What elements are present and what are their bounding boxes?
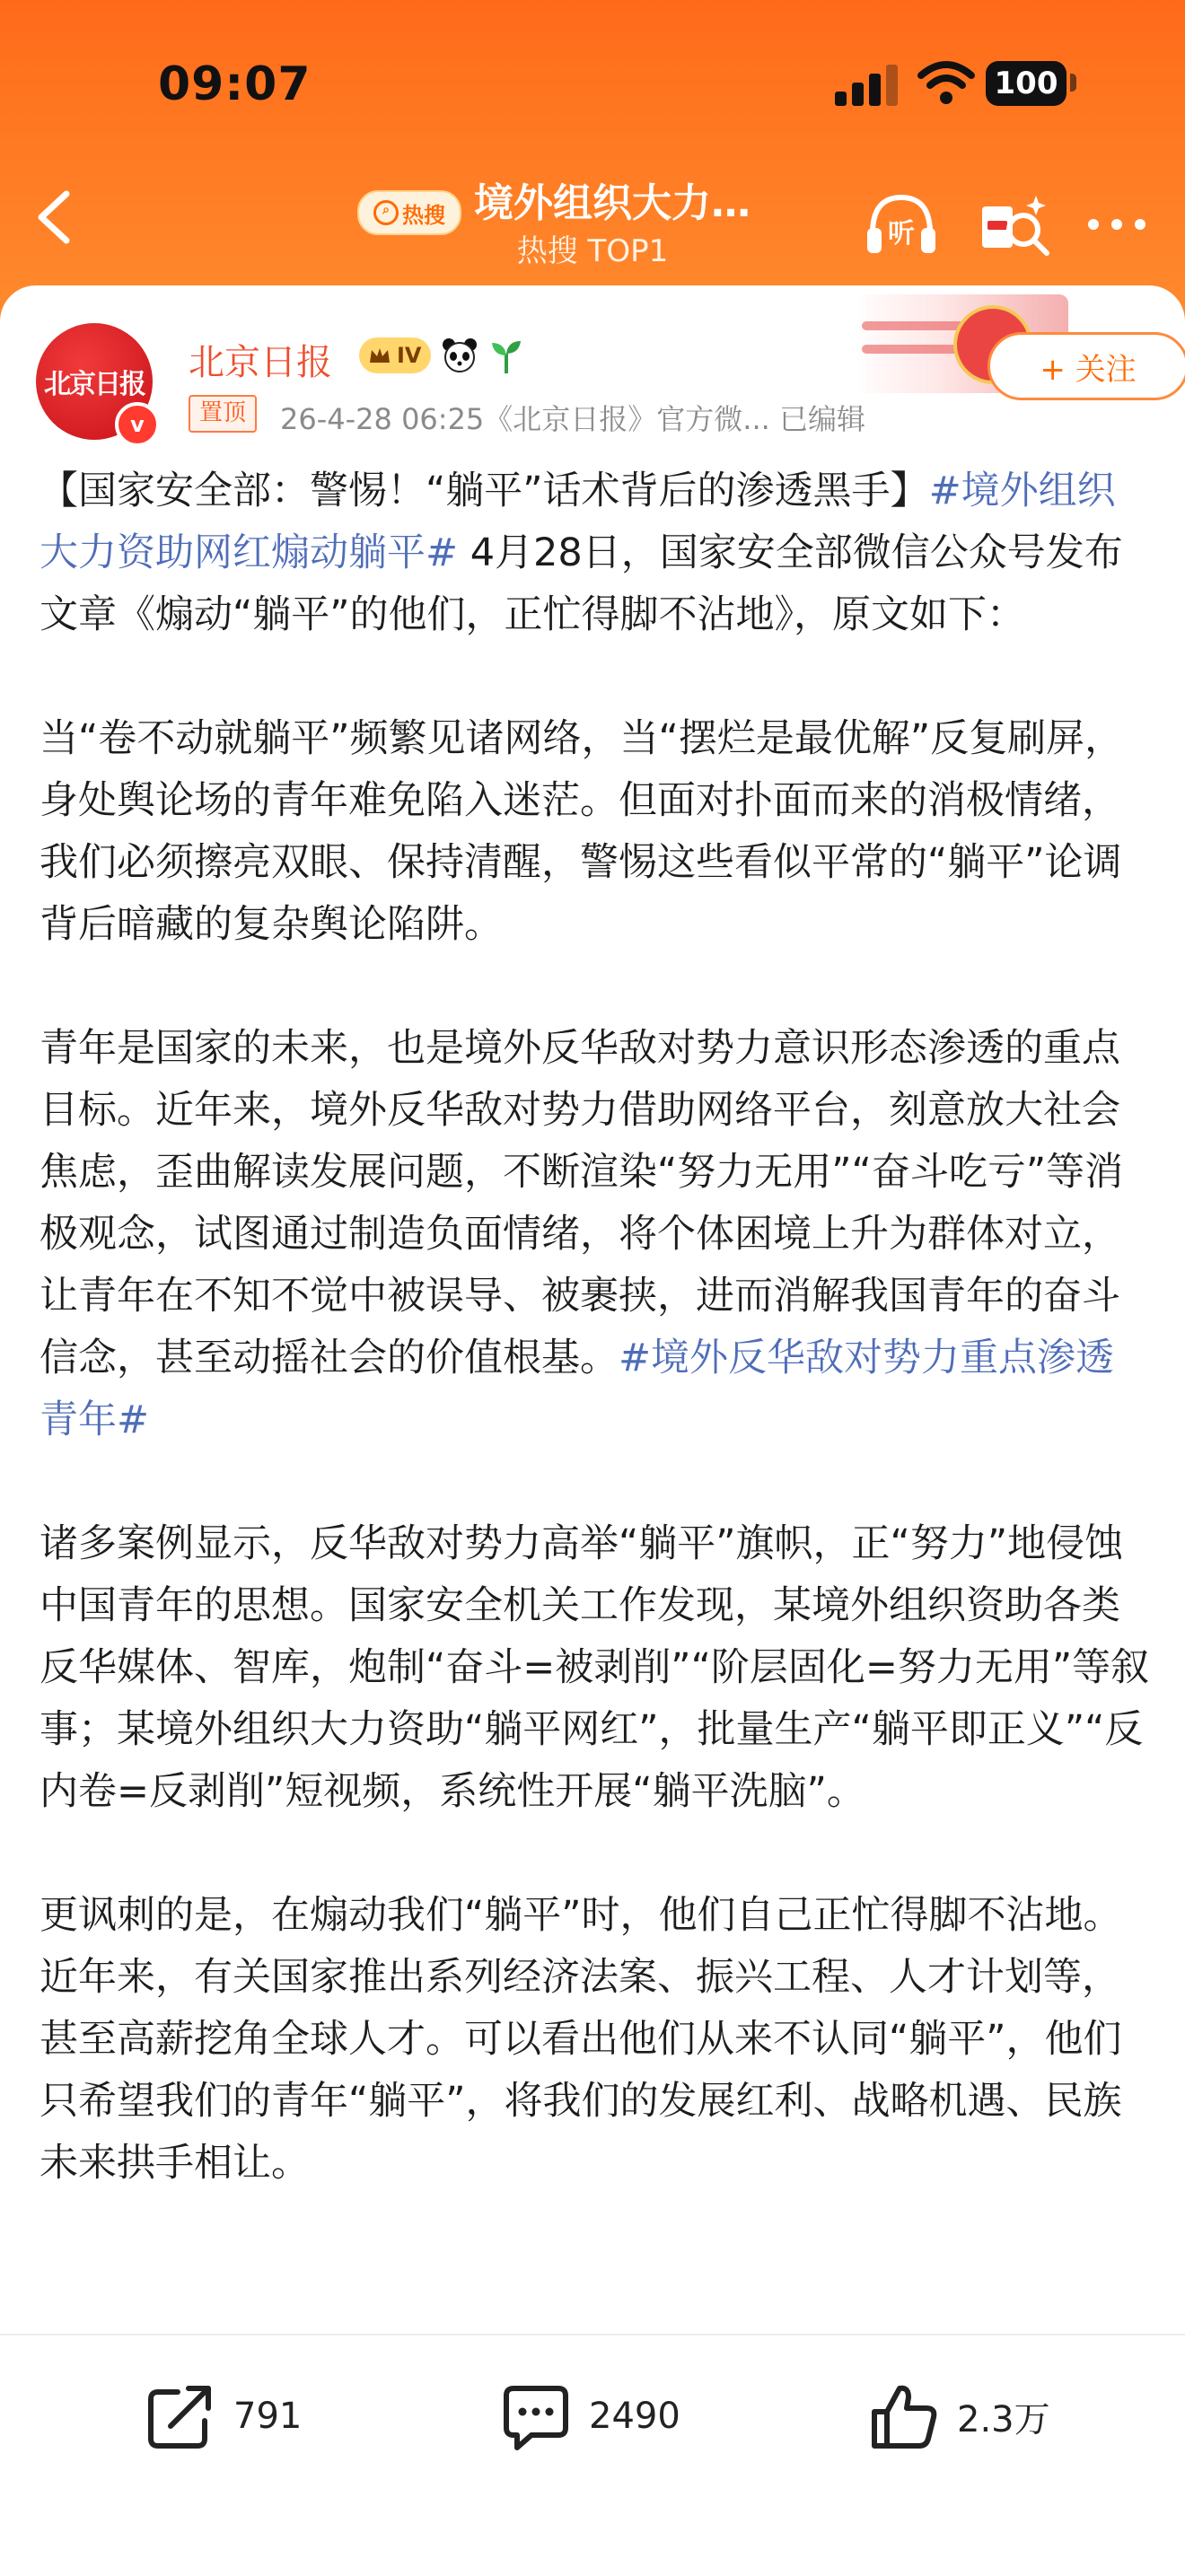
top-navigation-bar [0,162,1185,296]
paragraph: 青年是国家的未来，也是境外反华敌对势力意识形态渗透的重点目标。近年来，境外反华敌对势力借助网络平台，刻意放大社会焦虑，歪曲解读发展问题，不断渲染“努力无用”“奋斗吃亏”等消极观念，试图通过制造负面情绪，将个体困境上升为群体对立，让青年在不知不觉中被误导、被裹挟，进而消解我国青年的奋斗信念，甚至动摇社会的价值根基。#境外反华敌对势力重点渗透青年# [40,1026,1124,1442]
crown-icon [368,346,391,364]
svg-text:听: 听 [888,218,915,250]
page-subtitle: 热搜 TOP1 [516,233,669,269]
status-time: 09:07 [158,57,312,111]
page-title[interactable]: 境外组织大力… [474,180,750,226]
thumbs-up-icon [867,2379,941,2453]
cellular-signal-icon [835,65,900,106]
verified-badge-icon: v [115,402,160,447]
post-card [0,285,1185,2574]
hashtag-link[interactable]: #境外组织大力资助网红煽动躺平# [40,469,1116,575]
share-icon [144,2379,217,2453]
pinned-tag: 置顶 [189,395,257,433]
author-badges [359,336,524,375]
author-name[interactable]: 北京日报 [189,342,332,383]
battery-tip [1070,74,1076,92]
comment-count: 2490 [589,2396,680,2437]
paragraph: 当“卷不动就躺平”频繁见诸网络，当“摆烂是最优解”反复刷屏，身处舆论场的青年难免陷入迷茫。但面对扑面而来的消极情绪，我们必须擦亮双眼、保持清醒，警惕这些看似平常的“躺平”论调背后暗藏的复杂舆论陷阱。 [40,716,1124,947]
author-avatar[interactable]: 北京日报 [36,323,153,440]
paragraph: 更讽刺的是，在煽动我们“躺平”时，他们自己正忙得脚不沾地。近年来，有关国家推出系列经济法案、振兴工程、人才计划等，甚至高薪挖角全球人才。可以看出他们从来不认同“躺平”，他们只希望我们的青年“躺平”，将我们的发展红利、战略机遇、民族未来拱手相让。 [40,1893,1122,2186]
wifi-icon [917,59,975,106]
red-envelope-search-icon[interactable] [971,183,1054,266]
follow-button[interactable]: + 关注 [988,332,1185,400]
listen-headphones-icon[interactable] [860,183,943,266]
comment-button[interactable] [499,2371,680,2461]
action-bar [0,2334,1185,2576]
hashtag-link[interactable]: #境外反华敌对势力重点渗透青年# [40,1336,1115,1442]
status-bar [0,0,1185,162]
battery-indicator: 100 [986,61,1066,106]
panda-icon[interactable] [440,336,479,375]
like-count: 2.3万 [957,2398,1050,2440]
paragraph: 诸多案例显示，反华敌对势力高举“躺平”旗帜，正“努力”地侵蚀中国青年的思想。国家安全机关工作发现，某境外组织资助各类反华媒体、智库，炮制“奋斗=被剥削”“阶层固化=努力无用”等叙事；某境外组织大力资助“躺平网红”，批量生产“躺平即正义”“反内卷=反剥削”短视频，系统性开展“躺平洗脑”。 [40,1521,1150,1814]
paragraph: 【国家安全部：警惕！“躺平”话术背后的渗透黑手】#境外组织大力资助网红煽动躺平# 4月28日，国家安全部微信公众号发布文章《煽动“躺平”的他们，正忙得脚不沾地》，原文如下： [40,469,1123,637]
share-count: 791 [233,2396,303,2437]
hot-search-label: 热搜 [402,202,445,228]
comment-icon [499,2379,573,2453]
level-badge-label: IV [397,343,422,368]
sprout-icon[interactable] [488,336,524,375]
share-button[interactable] [144,2371,302,2461]
search-icon: ⌕ [373,200,399,225]
post-meta: 26-4-28 06:25《北京日报》官方微... 已编辑 [280,402,865,436]
like-button[interactable] [867,2371,1050,2461]
level-badge[interactable] [359,337,431,373]
more-options-icon[interactable] [1075,183,1158,266]
post-content [40,460,1153,2195]
